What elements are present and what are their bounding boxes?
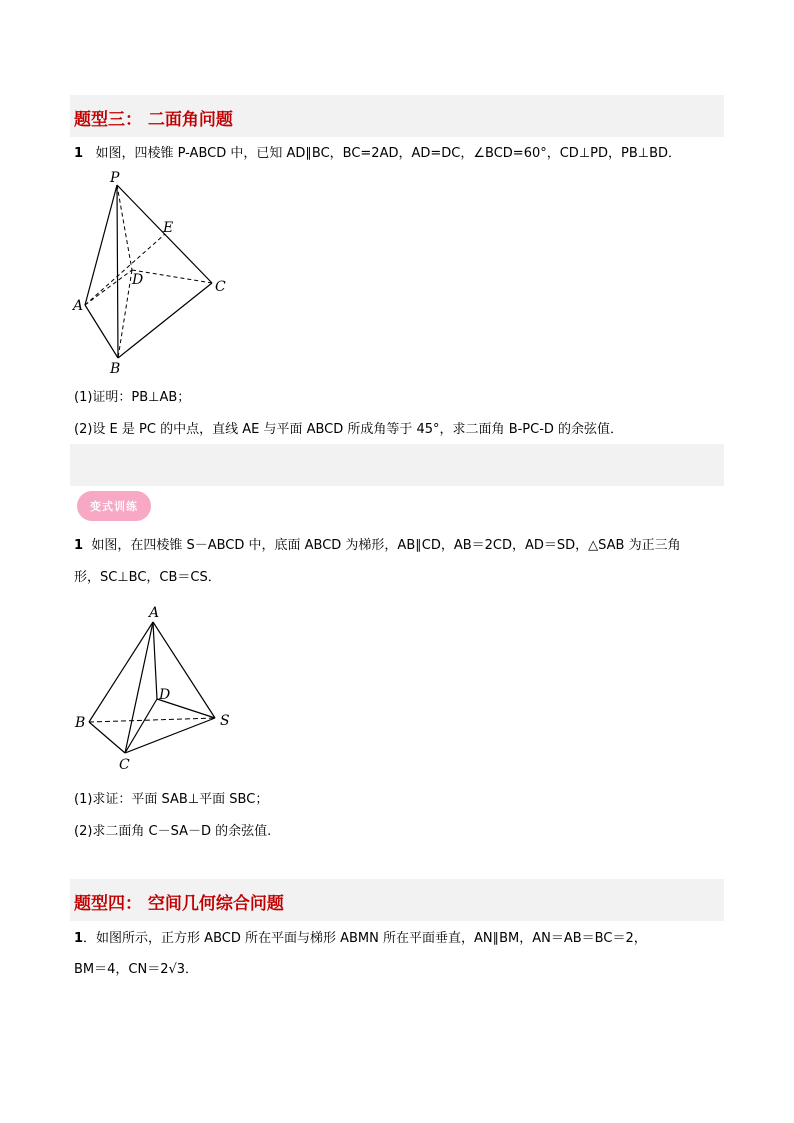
question-part-2: (2)设 E 是 PC 的中点，直线 AE 与平面 ABCD 所成角等于 45°，求二面角 B-PC-D 的余弦值．	[74, 422, 624, 437]
label-S: S	[220, 713, 230, 729]
question-stem	[74, 145, 681, 163]
section4-question-number: 1	[74, 931, 84, 946]
section-title-2: 题型四： 空间几何综合问题	[74, 894, 284, 914]
label-A: A	[149, 605, 160, 621]
section-title: 题型三： 二面角问题	[74, 110, 233, 130]
label-B: B	[75, 715, 86, 731]
label-A: A	[73, 298, 84, 314]
label-P: P	[110, 170, 120, 186]
variant-question-text-1: 如图，在四棱锥 S－ABCD 中，底面 ABCD 为梯形，AB∥CD，AB＝2CD，AD＝SD，△SAB 为正三角	[91, 538, 681, 553]
variant-part-2: (2)求二面角 C－SA－D 的余弦值.	[74, 824, 272, 839]
pyramid-figure-2	[70, 598, 240, 778]
section4-question-text-1: ．如图所示，正方形 ABCD 所在平面与梯形 ABMN 所在平面垂直，AN∥BM，AN＝AB＝BC＝2，	[83, 931, 647, 946]
variant-question-stem	[74, 537, 681, 555]
label-C: C	[119, 757, 130, 773]
answer-band	[70, 444, 724, 486]
label-C: C	[215, 279, 226, 295]
question-number: 1	[74, 146, 84, 161]
label-D: D	[132, 272, 144, 288]
variant-question-number: 1	[74, 538, 84, 553]
question-part-1: (1)证明：PB⊥AB；	[74, 390, 191, 405]
pyramid-figure-1	[70, 170, 250, 380]
label-D: D	[159, 687, 171, 703]
question-text: 如图，四棱锥 P-ABCD 中，已知 AD∥BC，BC=2AD，AD=DC，∠BCD=60°，CD⊥PD，PB⊥BD．	[95, 146, 682, 161]
variant-training-badge: 变式训练	[77, 491, 151, 521]
section4-question-stem	[74, 930, 647, 948]
variant-question-stem-2: 形，SC⊥BC，CB＝CS．	[74, 570, 221, 585]
label-B: B	[110, 361, 121, 377]
variant-part-1: (1)求证：平面 SAB⊥平面 SBC；	[74, 792, 269, 807]
label-E: E	[163, 220, 174, 236]
section4-question-stem-2: BM＝4，CN＝2√3．	[74, 962, 199, 977]
